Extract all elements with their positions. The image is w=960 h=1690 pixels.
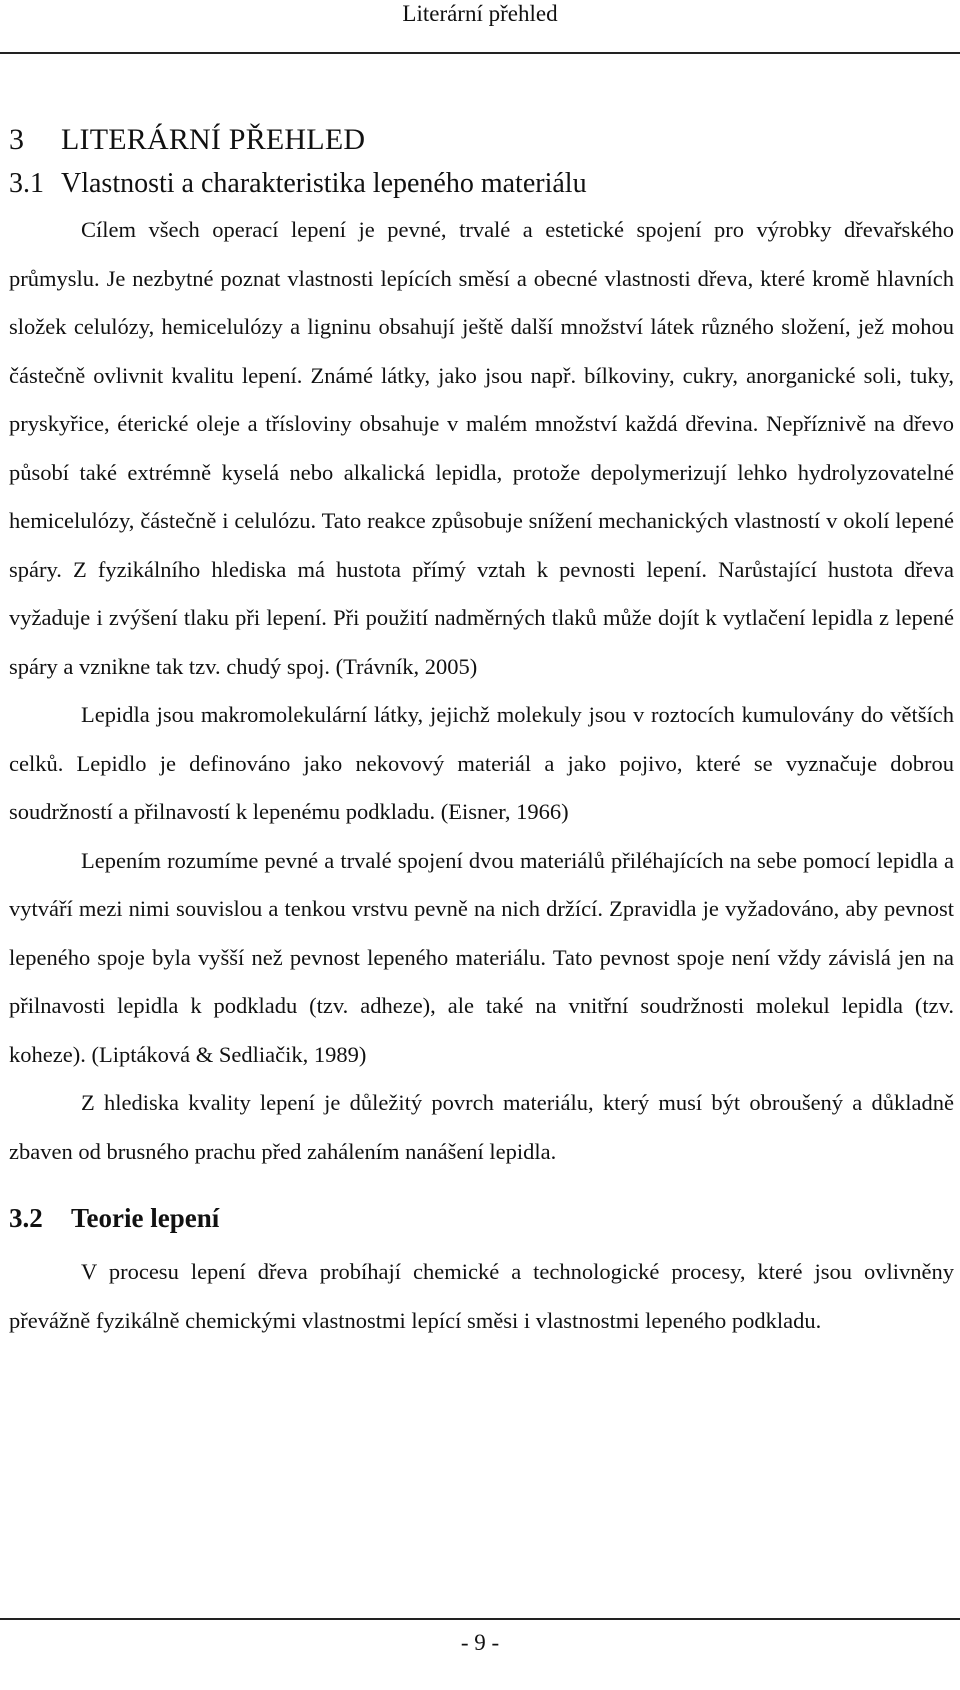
section-title: Vlastnosti a charakteristika lepeného materiálu — [61, 168, 587, 199]
section-heading-3-1 — [9, 162, 954, 206]
running-header-title: Literární přehled — [402, 1, 558, 26]
section-number: 3.1 — [9, 168, 44, 199]
section-number: 3.2 — [9, 1203, 43, 1233]
chapter-number: 3 — [9, 123, 25, 156]
paragraph: Cílem všech operací lepení je pevné, trvalé a estetické spojení pro výrobky dřevařského průmyslu. Je nezbytné poznat vlastnosti lepících směsí a obecné vlastnosti dřeva, které kromě hlavních složek celulózy, hemicelulózy a ligninu obsahují ještě další množství látek různého složení, jež mohou částečně ovlivnit kvalitu lepení. Známé látky, jako jsou např. bílkoviny, cukry, anorganické soli, tuky, pryskyřice, éterické oleje a třísloviny obsahuje v malém množství každá dřevina. Nepříznivě na dřevo působí také extrémně kyselá nebo alkalická lepidla, protože depolymerizují lehko hydrolyzovatelné hemicelulózy, částečně i celulózu. Tato reakce způsobuje snížení mechanických vlastností v okolí lepené spáry. Z fyzikálního hlediska má hustota přímý vztah k pevnosti lepení. Narůstající hustota dřeva vyžaduje i zvýšení tlaku při lepení. Při použití nadměrných tlaků může dojít k vytlačení lepidla z lepené spáry a vznikne tak tzv. chudý spoj. (Trávník, 2005) — [9, 217, 954, 679]
paragraph: V procesu lepení dřeva probíhají chemické a technologické procesy, které jsou ovlivněny převážně fyzikálně chemickými vlastnostmi lepící směsi i vlastnostmi lepeného podkladu. — [9, 1259, 954, 1333]
chapter-title: LITERÁRNÍ PŘEHLED — [61, 123, 366, 156]
header-divider — [0, 52, 960, 54]
paragraph: Lepidla jsou makromolekulární látky, jejichž molekuly jsou v roztocích kumulovány do větších celků. Lepidlo je definováno jako nekovový materiál a jako pojivo, které se vyznačuje dobrou soudržností a přilnavostí k lepenému podkladu. (Eisner, 1966) — [9, 702, 954, 824]
section-title: Teorie lepení — [71, 1203, 220, 1233]
running-header — [0, 0, 960, 28]
page-number: - 9 - — [460, 1630, 500, 1655]
page-body — [9, 118, 954, 1345]
footer-divider — [0, 1618, 960, 1620]
paragraph: Z hlediska kvality lepení je důležitý povrch materiálu, který musí být obroušený a důkladně zbaven od brusného prachu před zahálením nanášení lepidla. — [9, 1090, 954, 1164]
paragraph: Lepením rozumíme pevné a trvalé spojení dvou materiálů přiléhajících na sebe pomocí lepidla a vytváří mezi nimi souvislou a tenkou vrstvu pevně na nich držící. Zpravidla je vyžadováno, aby pevnost lepeného spoje byla vyšší než pevnost lepeného materiálu. Tato pevnost spoje není vždy závislá jen na přilnavosti lepidla k podkladu (tzv. adheze), ale také na vnitřní soudržnosti molekul lepidla (tzv. koheze). (Liptáková & Sedliačik, 1989) — [9, 847, 954, 1067]
section-heading-3-2 — [9, 1198, 954, 1238]
page-footer — [0, 1628, 960, 1658]
chapter-heading — [9, 118, 954, 162]
